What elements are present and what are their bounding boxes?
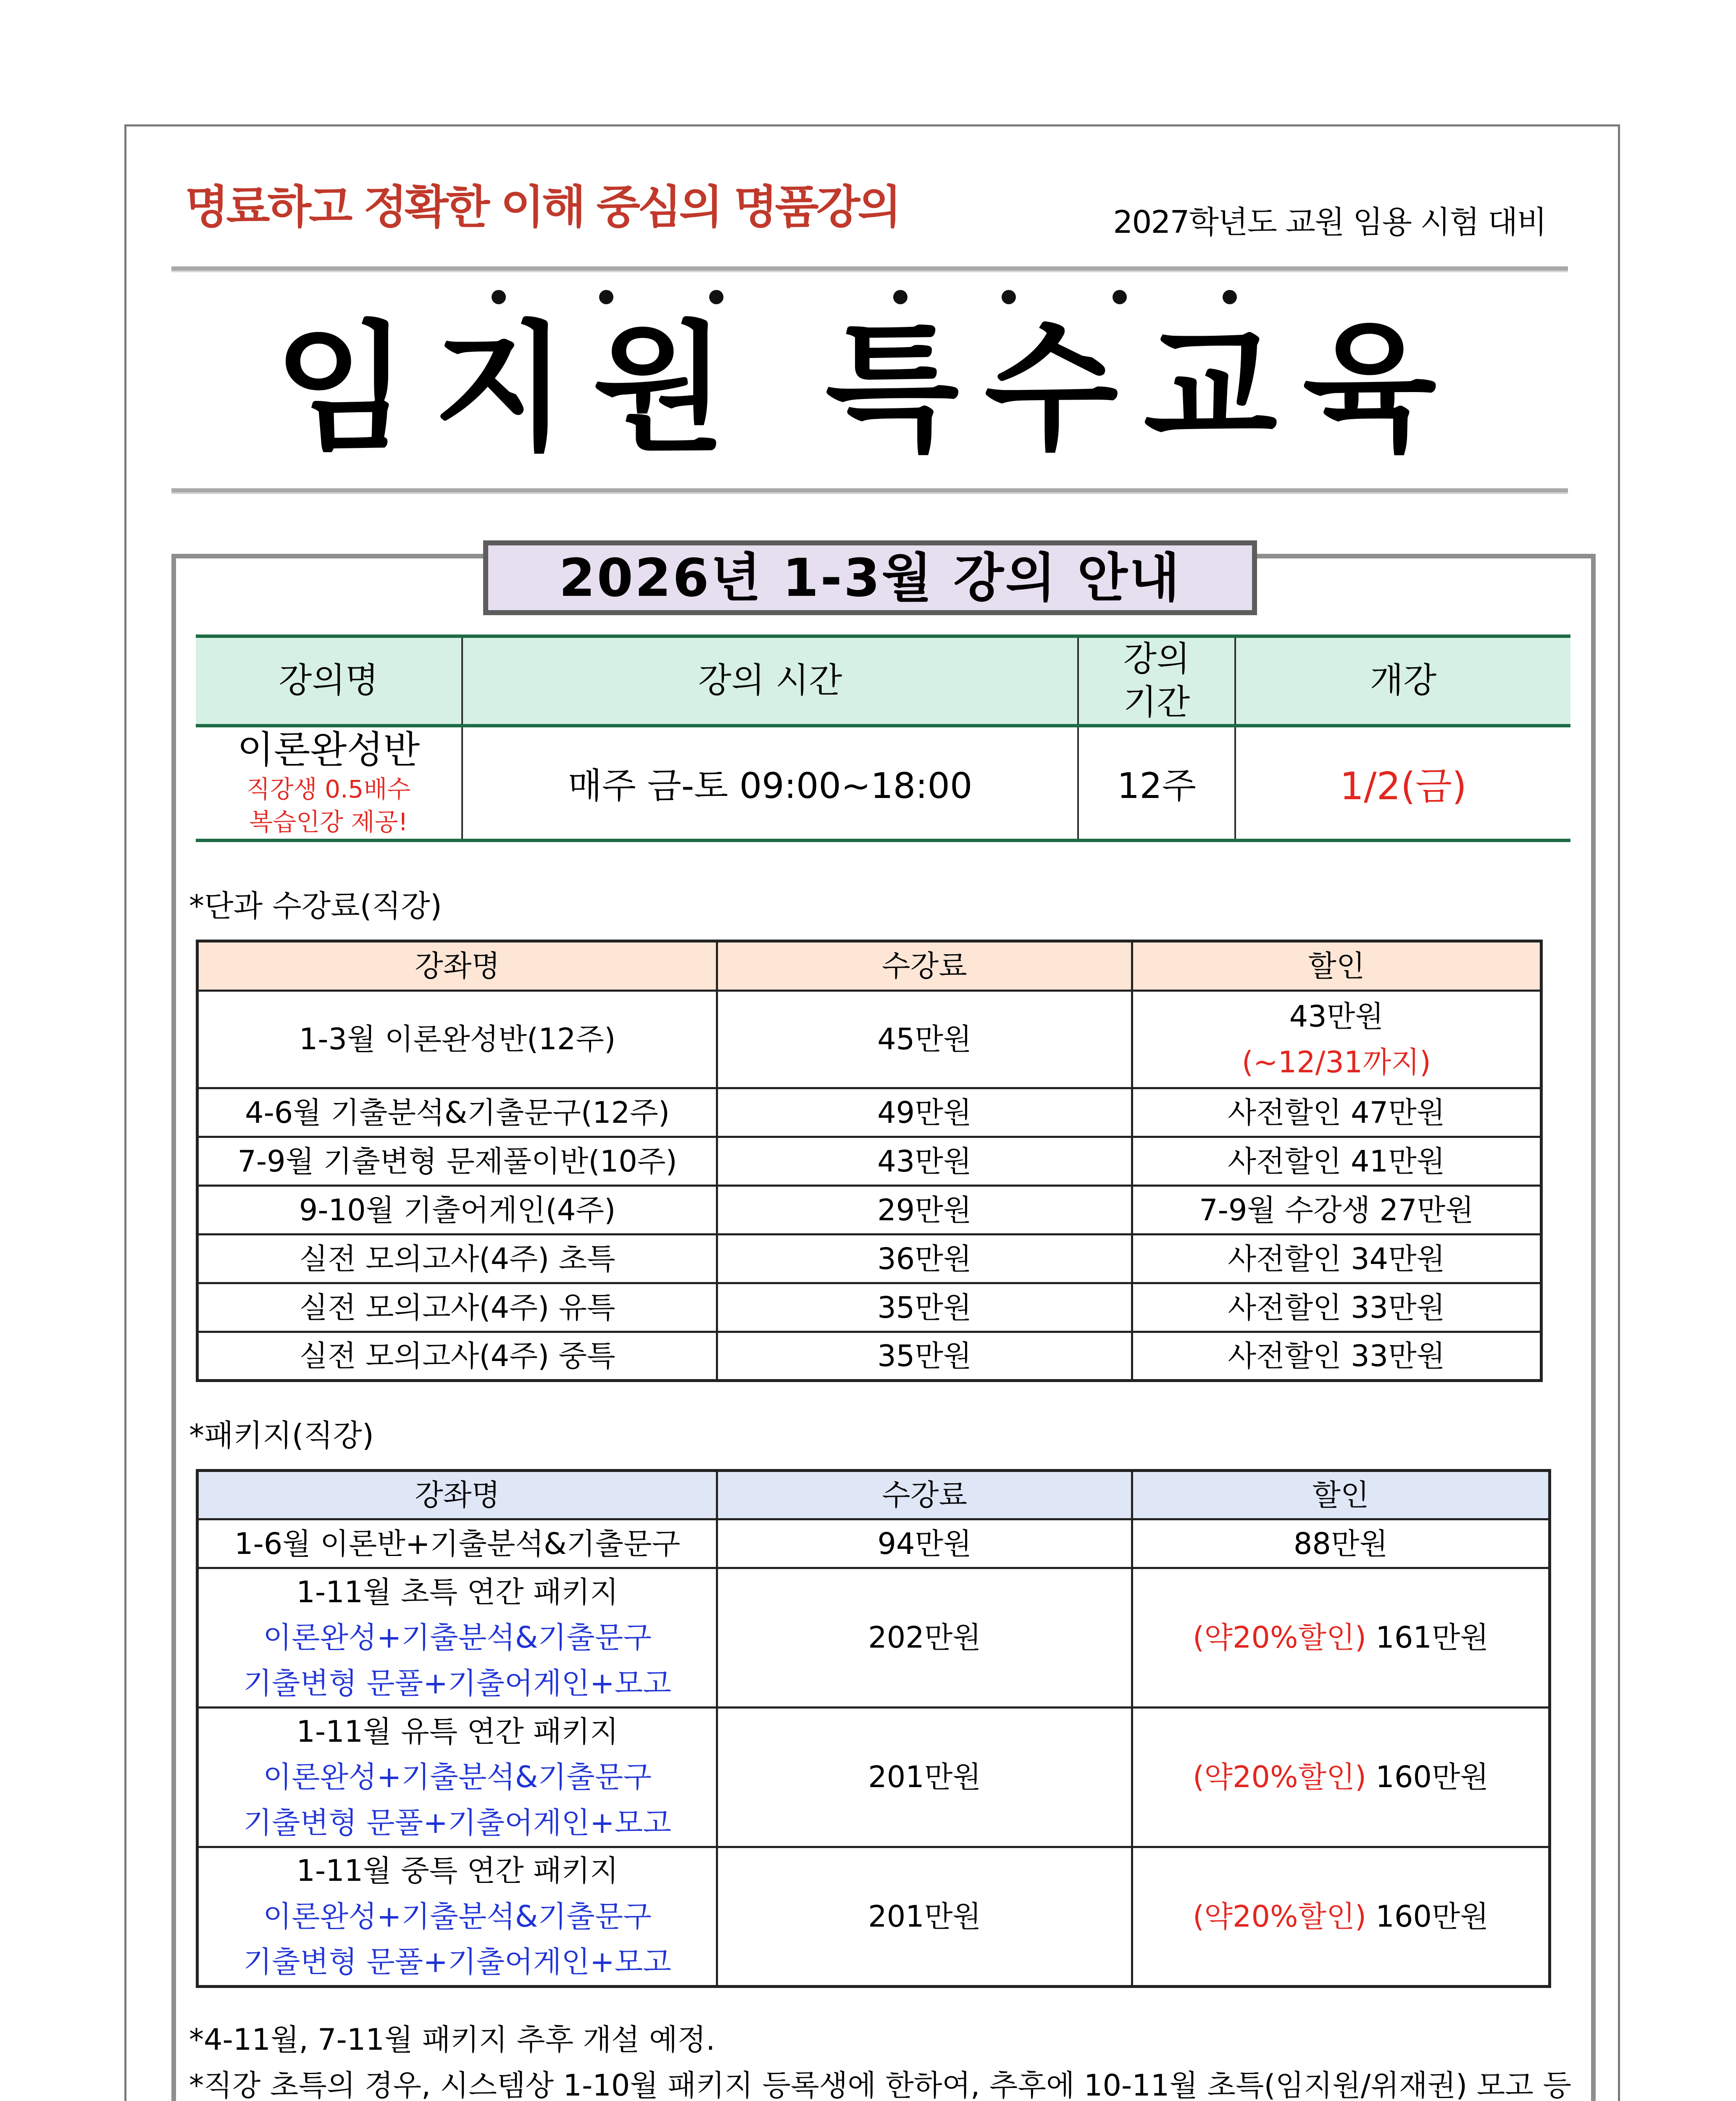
course-cell: 1-6월 이론반+기출분석&기출문구 <box>197 1519 717 1568</box>
package-label: *패키지(직강) <box>189 1418 374 1453</box>
discount-cell: 사전할인 41만원 <box>1132 1137 1541 1186</box>
table-row <box>197 1186 1541 1235</box>
emphasis-dot <box>1223 290 1237 304</box>
course-name: 이론완성반 <box>237 728 420 772</box>
fee-cell: 29만원 <box>717 1186 1132 1235</box>
fee-cell: 43만원 <box>717 1137 1132 1186</box>
fee-cell: 45만원 <box>717 991 1132 1088</box>
table-row <box>197 1847 1550 1987</box>
course-cell <box>197 1708 717 1847</box>
discount-cell: 7-9월 수강생 27만원 <box>1132 1186 1541 1235</box>
column-header: 할인 <box>1132 1471 1550 1519</box>
table-row <box>197 1332 1541 1381</box>
package-detail: 기출변형 문풀+기출어게인+모고 <box>243 1805 671 1840</box>
course-cell: 4-6월 기출분석&기출문구(12주) <box>197 1088 717 1137</box>
package-detail: 이론완성+기출분석&기출문구 <box>263 1760 652 1795</box>
course-cell <box>197 1568 717 1708</box>
fee-cell: 35만원 <box>717 1332 1132 1381</box>
fee-cell: 94만원 <box>717 1519 1132 1568</box>
package-detail: 이론완성+기출분석&기출문구 <box>263 1899 652 1934</box>
discount-cell: 사전할인 47만원 <box>1132 1088 1541 1137</box>
emphasis-dot <box>893 290 907 304</box>
course-note: 직강생 0.5배수 <box>246 775 411 803</box>
table-row <box>197 991 1541 1088</box>
emphasis-dot <box>1002 290 1016 304</box>
fee-cell: 201만원 <box>717 1708 1132 1847</box>
discount-cell: 사전할인 33만원 <box>1132 1283 1541 1332</box>
table-header-row <box>197 1471 1550 1519</box>
divider-bottom <box>171 488 1568 494</box>
emphasis-dot <box>599 290 613 304</box>
discount-cell <box>1132 1568 1550 1708</box>
column-header: 개강 <box>1235 636 1570 726</box>
time-cell: 매주 금-토 09:00~18:00 <box>462 726 1078 840</box>
package-name: 1-11월 중특 연간 패키지 <box>296 1854 618 1888</box>
course-cell: 실전 모의고사(4주) 초특 <box>197 1235 717 1283</box>
discount-tag: (약20%할인) <box>1192 1899 1367 1934</box>
table-row <box>197 1519 1550 1568</box>
fee-cell: 49만원 <box>717 1088 1132 1137</box>
discount-cell: 사전할인 34만원 <box>1132 1235 1541 1283</box>
package-detail: 기출변형 문풀+기출어게인+모고 <box>243 1666 671 1701</box>
fee-cell: 36만원 <box>717 1235 1132 1283</box>
single-fee-table <box>196 940 1543 1382</box>
discount-price: 160만원 <box>1376 1760 1489 1795</box>
column-header: 할인 <box>1132 941 1541 991</box>
slogan: 명료하고 정확한 이해 중심의 명품강의 <box>185 181 899 234</box>
discount-cell: 사전할인 33만원 <box>1132 1332 1541 1381</box>
course-cell <box>197 1847 717 1987</box>
divider-top <box>171 266 1568 272</box>
duration-cell: 12주 <box>1078 726 1235 840</box>
column-header: 수강료 <box>717 941 1132 991</box>
course-cell: 9-10월 기출어게인(4주) <box>197 1186 717 1235</box>
column-header: 강의명 <box>196 636 462 726</box>
fee-cell: 202만원 <box>717 1568 1132 1708</box>
table-header-row <box>197 941 1541 991</box>
discount-tag: (약20%할인) <box>1192 1760 1367 1795</box>
column-header: 수강료 <box>717 1471 1132 1519</box>
discount-price: 43만원 <box>1289 999 1384 1034</box>
column-header: 강의 시간 <box>462 636 1078 726</box>
column-header: 강의 기간 <box>1078 636 1235 726</box>
table-row <box>197 1088 1541 1137</box>
course-cell: 실전 모의고사(4주) 유특 <box>197 1283 717 1332</box>
column-header: 강좌명 <box>197 1471 717 1519</box>
table-header-row <box>196 636 1570 726</box>
course-cell: 실전 모의고사(4주) 중특 <box>197 1332 717 1381</box>
discount-price: 160만원 <box>1376 1899 1489 1934</box>
column-header: 강좌명 <box>197 941 717 991</box>
course-cell <box>196 726 462 840</box>
single-fee-label: *단과 수강료(직강) <box>189 888 442 924</box>
notice-title: 2026년 1-3월 강의 안내 <box>483 540 1257 615</box>
discount-cell <box>1132 1708 1550 1847</box>
fee-cell: 35만원 <box>717 1283 1132 1332</box>
table-row <box>197 1708 1550 1847</box>
package-name: 1-11월 유특 연간 패키지 <box>296 1714 618 1749</box>
notes <box>189 2017 1571 2101</box>
note-item: *직강 초특의 경우, 시스템상 1-10월 패키지 등록생에 한하여, 추후에 10-11월 초특(임지원/위재권) 모고 등 <box>189 2068 1571 2101</box>
emphasis-dot <box>1113 290 1127 304</box>
fee-cell: 201만원 <box>717 1847 1132 1987</box>
start-date-cell: 1/2(금) <box>1235 726 1570 840</box>
table-row <box>197 1568 1550 1708</box>
package-detail: 이론완성+기출분석&기출문구 <box>263 1620 652 1655</box>
discount-cell <box>1132 1847 1550 1987</box>
discount-tag: (약20%할인) <box>1192 1620 1367 1655</box>
discount-price: 161만원 <box>1376 1620 1489 1655</box>
emphasis-dot <box>492 290 506 304</box>
exam-note: 2027학년도 교원 임용 시험 대비 <box>1113 204 1546 240</box>
course-cell: 1-3월 이론완성반(12주) <box>197 991 717 1088</box>
note-item: *4-11월, 7-11월 패키지 추후 개설 예정. <box>189 2022 715 2057</box>
schedule-table <box>196 635 1570 842</box>
table-row <box>197 1283 1541 1332</box>
table-row <box>197 1235 1541 1283</box>
table-row <box>196 726 1570 840</box>
table-row <box>197 1137 1541 1186</box>
course-cell: 7-9월 기출변형 문제풀이반(10주) <box>197 1137 717 1186</box>
discount-cell: 88만원 <box>1132 1519 1550 1568</box>
discount-cell <box>1132 991 1541 1088</box>
package-table <box>196 1469 1551 1988</box>
emphasis-dot <box>709 290 723 304</box>
page-title: 임지원 특수교육 <box>274 308 1462 469</box>
package-name: 1-11월 초특 연간 패키지 <box>296 1574 618 1609</box>
course-note: 복습인강 제공! <box>249 808 408 837</box>
discount-deadline: (~12/31까지) <box>1242 1045 1431 1079</box>
package-detail: 기출변형 문풀+기출어게인+모고 <box>243 1945 671 1980</box>
